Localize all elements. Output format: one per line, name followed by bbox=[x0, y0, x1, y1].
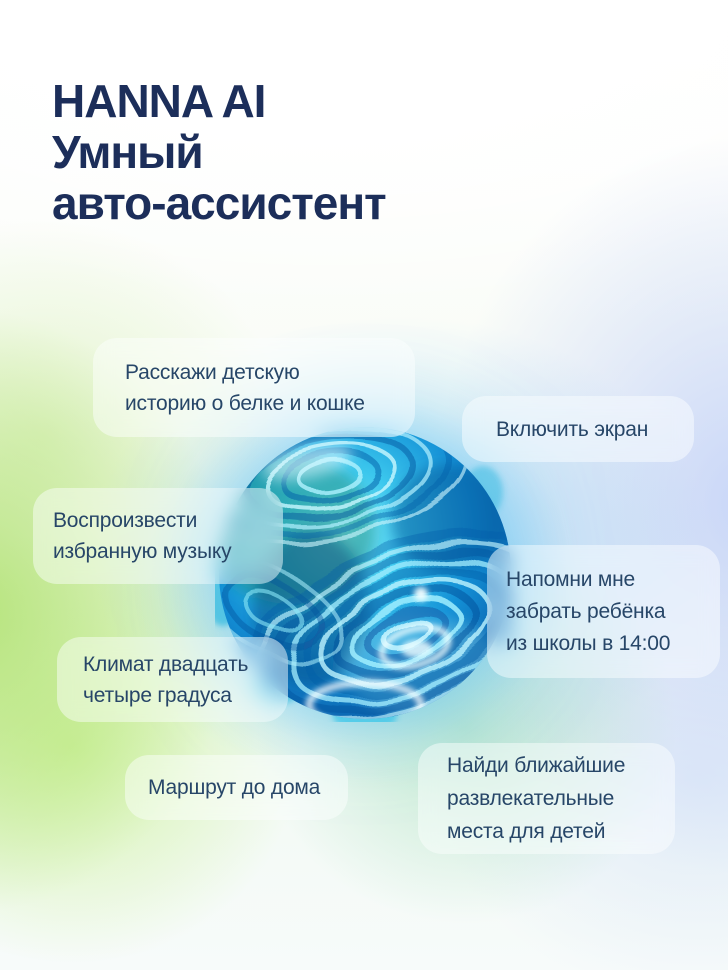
command-text-line: Климат двадцать bbox=[83, 652, 249, 676]
command-text-line: Найди ближайшие bbox=[447, 754, 626, 777]
command-text-line: Воспроизвести bbox=[53, 509, 198, 532]
command-text-line: избранную музыку bbox=[53, 540, 232, 563]
subtitle-line-2: авто-ассистент bbox=[52, 177, 386, 229]
brand-name: HANNA AI bbox=[52, 75, 266, 127]
command-bubble-turn-on-screen bbox=[462, 396, 694, 462]
command-bubble-school-pickup-reminder bbox=[487, 545, 720, 678]
command-text-line: Маршрут до дома bbox=[148, 776, 321, 799]
command-text-line: Расскажи детскую bbox=[125, 360, 300, 384]
command-text-line: развлекательные bbox=[447, 787, 615, 810]
command-text-line: из школы в 14:00 bbox=[506, 631, 671, 655]
command-text-line: историю о белке и кошке bbox=[125, 391, 365, 415]
command-bubble-find-kids-places bbox=[418, 743, 675, 854]
command-bubble-tell-kids-story bbox=[93, 338, 415, 437]
subtitle-line-1: Умный bbox=[52, 126, 203, 178]
command-bubble-route-home bbox=[125, 755, 348, 820]
page-title bbox=[52, 76, 386, 229]
command-bubble-play-favorite-music bbox=[33, 488, 283, 584]
command-bubble-climate-24-degrees bbox=[57, 637, 288, 722]
command-text-line: Включить экран bbox=[496, 417, 649, 441]
command-text-line: четыре градуса bbox=[83, 683, 232, 707]
command-text-line: забрать ребёнка bbox=[506, 599, 666, 623]
command-text-line: Напомни мне bbox=[506, 567, 636, 591]
command-text-line: места для детей bbox=[447, 820, 606, 843]
